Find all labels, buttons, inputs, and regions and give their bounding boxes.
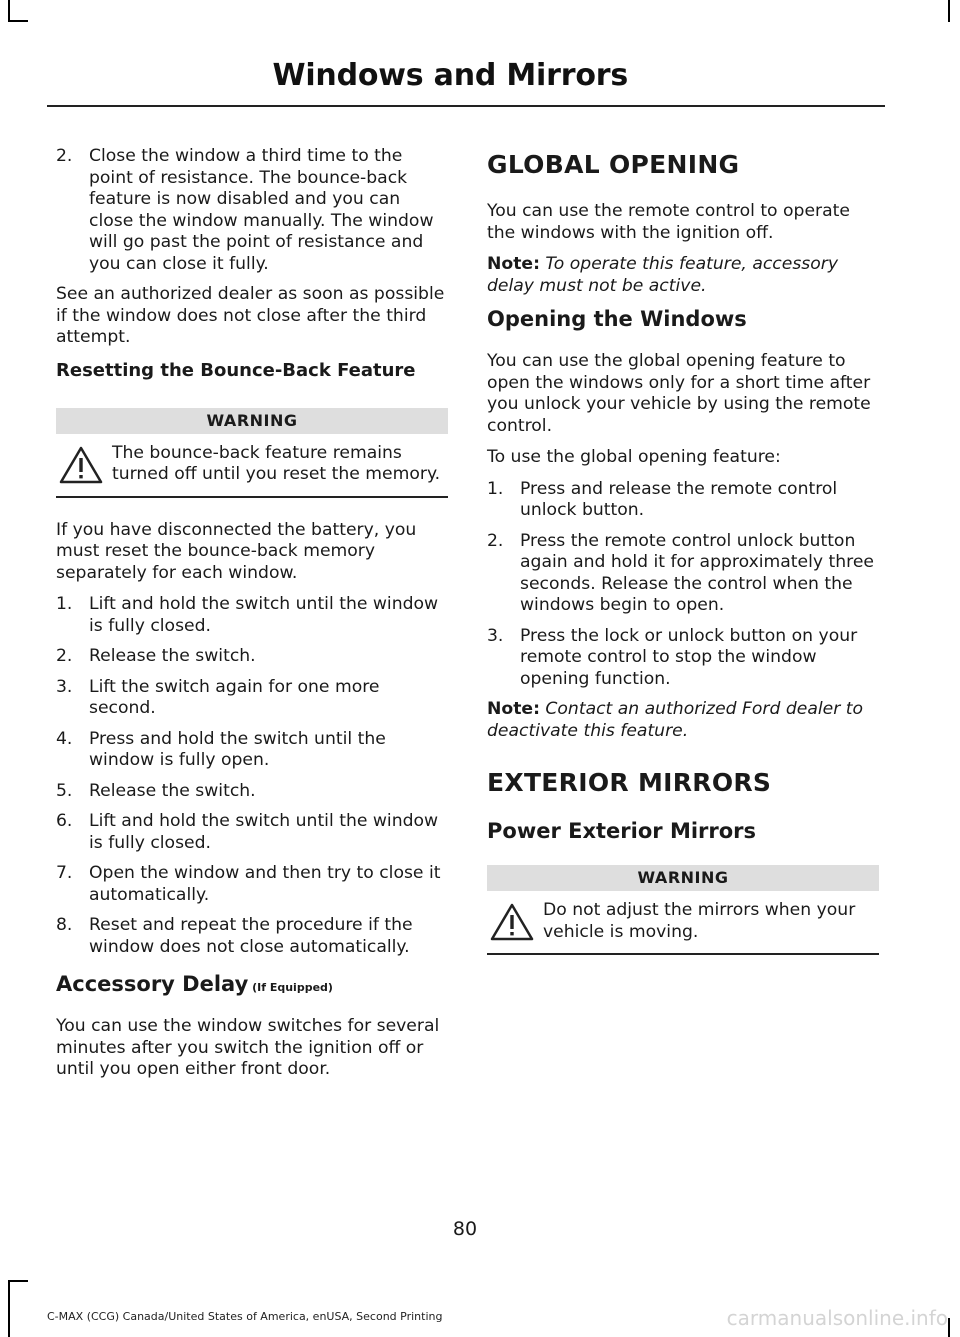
list-item [56, 915, 448, 958]
list-text: Press the lock or unlock button on your remote control to stop the window opening function. [520, 625, 858, 689]
dealer-paragraph: See an authorized dealer as soon as possible if the window does not close after the third attempt. [56, 284, 445, 347]
list-text: Press and release the remote control unlock button. [520, 478, 838, 520]
list-number: 5. [56, 780, 73, 801]
crop-mark-top-left-v [8, 0, 10, 22]
list-text: Reset and repeat the procedure if the window does not close automatically. [89, 915, 413, 957]
to-use-paragraph: To use the global opening feature: [487, 447, 781, 467]
opening-heading: Opening the Windows [487, 307, 747, 331]
list-text: Press the remote control unlock button again and hold it for approximately three seconds. Release the control when the windows begin to open. [520, 530, 874, 615]
list-number: 1. [487, 478, 504, 499]
right-column [487, 146, 879, 977]
list-text: Lift and hold the switch until the window is fully closed. [89, 811, 439, 853]
note-text: Contact an authorized Ford dealer to deactivate this feature. [487, 699, 864, 741]
list-item [56, 594, 448, 637]
list-item [56, 781, 448, 803]
list-number: 3. [56, 676, 73, 697]
edition-footer: C-MAX (CCG) Canada/United States of America, enUSA, Second Printing [47, 1310, 443, 1323]
list-text: Open the window and then try to close it automatically. [89, 863, 441, 905]
list-item [56, 677, 448, 720]
note-text: To operate this feature, accessory delay must not be active. [487, 254, 838, 296]
list-text: Close the window a third time to the point of resistance. The bounce-back feature is now disabled and you can close the window manually. The window will go past the point of resistance and you can close it fully. [89, 146, 434, 274]
accessory-heading-text: Accessory Delay [56, 972, 249, 996]
list-number: 8. [56, 915, 73, 935]
list-number: 4. [56, 728, 73, 749]
list-item [56, 646, 448, 668]
warning-box [56, 408, 448, 498]
header-divider [47, 105, 885, 107]
list-item [56, 863, 448, 906]
warning-box [487, 865, 879, 955]
warning-text: The bounce-back feature remains turned off until you reset the memory. [112, 442, 441, 484]
list-item [487, 626, 879, 691]
list-number: 3. [487, 625, 504, 646]
list-number: 1. [56, 594, 73, 614]
warning-triangle-icon [489, 902, 535, 942]
page-title: Windows and Mirrors [272, 58, 628, 93]
list-text: Release the switch. [89, 780, 256, 801]
list-text: Press and hold the switch until the window is fully open. [89, 728, 386, 770]
list-item [487, 479, 879, 522]
crop-mark-bottom-left-h [8, 1280, 28, 1282]
list-number: 2. [487, 530, 504, 551]
crop-mark-bottom-left-v [8, 1280, 10, 1337]
crop-mark-bottom-right [948, 1318, 950, 1337]
list-text: Lift and hold the switch until the window is fully closed. [89, 594, 439, 636]
disconnect-paragraph: If you have disconnected the battery, you must reset the bounce-back memory separately for each window. [56, 519, 417, 583]
page-number: 80 [452, 1218, 478, 1240]
exterior-mirrors-heading: EXTERIOR MIRRORS [487, 768, 772, 797]
list-item [56, 811, 448, 854]
list-text: Lift the switch again for one more second. [89, 676, 380, 718]
list-item [56, 729, 448, 772]
list-number: 6. [56, 811, 73, 831]
warning-label: WARNING [56, 408, 448, 434]
accessory-heading [56, 972, 448, 996]
accessory-paragraph: You can use the window switches for several minutes after you switch the ignition off or until you open either front door. [56, 1016, 440, 1079]
warning-body [56, 443, 448, 486]
warning-text: Do not adjust the mirrors when your vehicle is moving. [543, 900, 856, 942]
power-mirrors-heading: Power Exterior Mirrors [487, 819, 757, 843]
left-column [56, 146, 448, 1091]
global-paragraph: You can use the remote control to operate the windows with the ignition off. [487, 201, 850, 243]
accessory-heading-suffix: (If Equipped) [248, 981, 333, 994]
reset-heading: Resetting the Bounce-Back Feature [56, 359, 416, 381]
list-number: 7. [56, 863, 73, 883]
warning-triangle-icon [58, 445, 104, 485]
note [487, 699, 879, 742]
opening-paragraph: You can use the global opening feature to open the windows only for a short time after you unlock your vehicle by using the remote control. [487, 351, 871, 436]
list-number: 2. [56, 646, 73, 666]
crop-mark-top-left-h [8, 20, 28, 22]
crop-mark-top-right [948, 0, 950, 22]
list-number: 2. [56, 146, 73, 166]
note-label: Note: [487, 699, 540, 719]
warning-label: WARNING [487, 865, 879, 891]
global-opening-heading: GLOBAL OPENING [487, 150, 740, 179]
list-item [487, 531, 879, 617]
list-text: Release the switch. [89, 646, 256, 666]
note-label: Note: [487, 254, 540, 274]
list-item [56, 146, 448, 275]
watermark: carmanualsonline.info [726, 1306, 948, 1330]
note [487, 254, 879, 297]
warning-body [487, 900, 879, 943]
